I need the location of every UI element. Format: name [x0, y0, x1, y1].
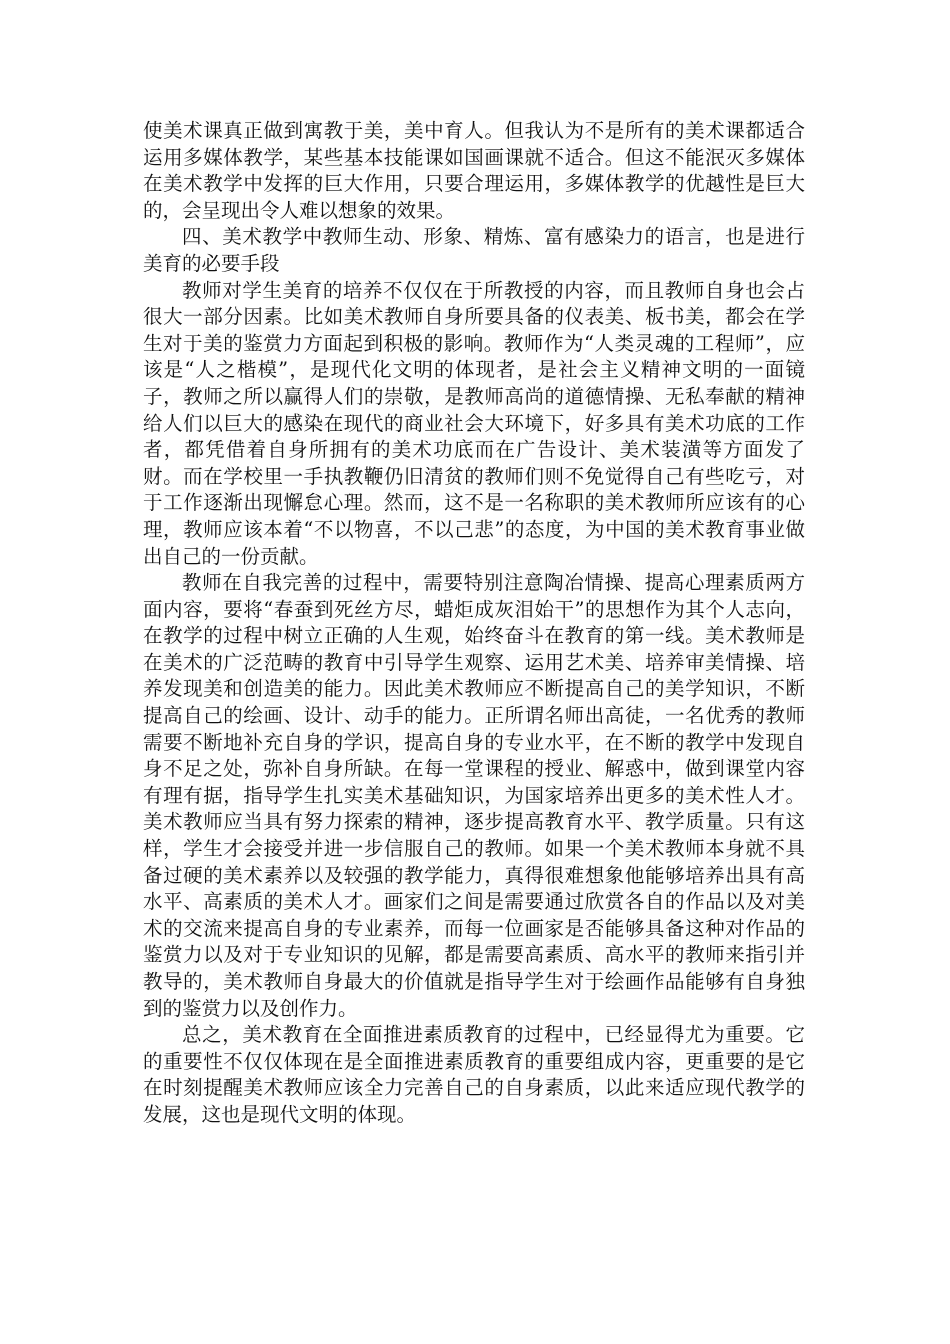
paragraph-teacher-self-improvement: 教师在自我完善的过程中，需要特别注意陶冶情操、提高心理素质两方面内容，要将“春蚕到死丝方尽，蜡炬成灰泪始干”的思想作为其个人志向，在教学的过程中树立正确的人生观，始终奋斗在教育的第一线。美术教师是在美术的广泛范畴的教育中引导学生观察、运用艺术美、培养审美情操、培养发现美和创造美的能力。因此美术教师应不断提高自己的美学知识，不断提高自己的绘画、设计、动手的能力。正所谓名师出高徒，一名优秀的教师需要不断地补充自身的学识，提高自身的专业水平，在不断的教学中发现自身不足之处，弥补自身所缺。在每一堂课程的授业、解惑中，做到课堂内容有理有据，指导学生扎实美术基础知识，为国家培养出更多的美术性人才。美术教师应当具有努力探索的精神，逐步提高教育水平、教学质量。只有这样，学生才会接受并进一步信服自己的教师。如果一个美术教师本身就不具备过硬的美术素养以及较强的教学能力，真得很难想象他能够培养出具有高水平、高素质的美术人才。画家们之间是需要通过欣赏各自的作品以及对美术的交流来提高自身的专业素养，而每一位画家是否能够具备这种对作品的鉴赏力以及对于专业知识的见解，都是需要高素质、高水平的教师来指引并教导的，美术教师自身最大的价值就是指导学生对于绘画作品能够有自身独到的鉴赏力以及创作力。 [143, 571, 805, 1020]
paragraph-continued: 使美术课真正做到寓教于美，美中育人。但我认为不是所有的美术课都适合运用多媒体教学，某些基本技能课如国画课就不适合。但这不能泯灭多媒体在美术教学中发挥的巨大作用，只要合理运用，多媒体教学的优越性是巨大的，会呈现出令人难以想象的效果。 [143, 119, 805, 222]
paragraph-teacher-influence: 教师对学生美育的培养不仅仅在于所教授的内容，而且教师自身也会占很大一部分因素。比如美术教师自身所要具备的仪表美、板书美，都会在学生对于美的鉴赏力方面起到积极的影响。教师作为“人类灵魂的工程师”，应该是“人之楷模”，是现代化文明的体现者，是社会主义精神文明的一面镜子，教师之所以赢得人们的崇敬，是教师高尚的道德情操、无私奉献的精神给人们以巨大的感染在现代的商业社会大环境下，好多具有美术功底的工作者，都凭借着自身所拥有的美术功底而在广告设计、美术装潢等方面发了财。而在学校里一手执教鞭仍旧清贫的教师们则不免觉得自己有些吃亏，对于工作逐渐出现懈怠心理。然而，这不是一名称职的美术教师所应该有的心理，教师应该本着“不以物喜，不以己悲”的态度，为中国的美术教育事业做出自己的一份贡献。 [143, 278, 805, 568]
section-heading-four: 四、美术教学中教师生动、形象、精炼、富有感染力的语言，也是进行美育的必要手段 [143, 225, 805, 275]
document-body [143, 118, 805, 1129]
paragraph-conclusion: 总之，美术教育在全面推进素质教育的过程中，已经显得尤为重要。它的重要性不仅仅体现在是全面推进素质教育的重要组成内容，更重要的是它在时刻提醒美术教师应该全力完善自己的自身素质，以此来适应现代教学的发展，这也是现代文明的体现。 [143, 1023, 805, 1126]
